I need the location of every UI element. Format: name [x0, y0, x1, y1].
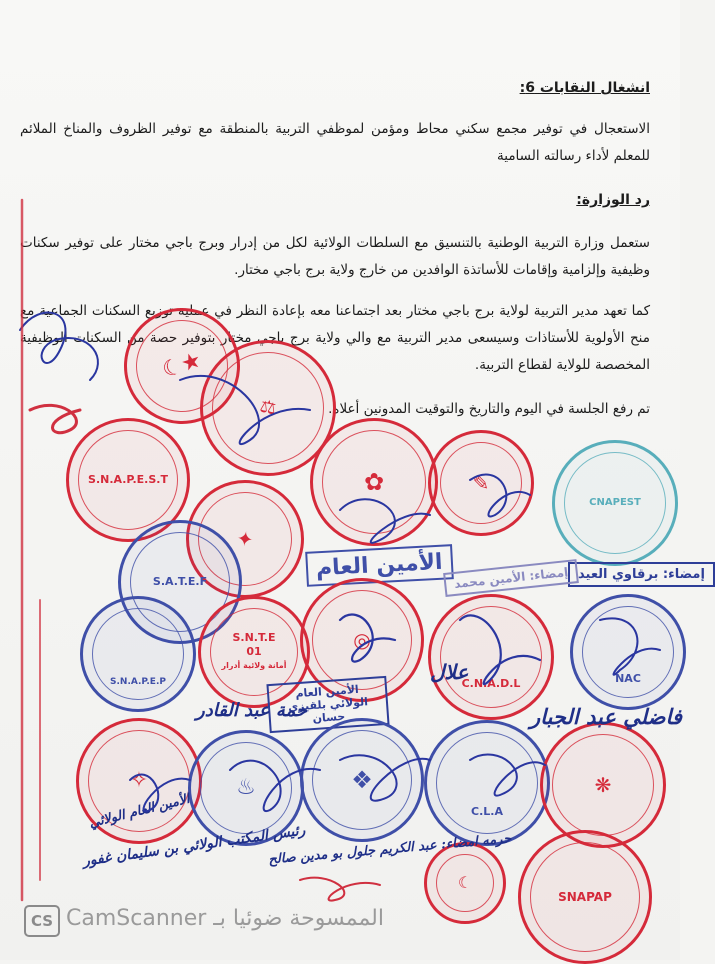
- camscanner-logo-icon: CS: [24, 905, 60, 937]
- stamp-snapap: [518, 830, 652, 964]
- camscanner-scanned-with: الممسوحة ضوئيا بـ: [213, 906, 385, 931]
- stamp-signature-mohamed: إمضاء: الأمين محمد: [443, 559, 579, 597]
- stamp-ministry-red: ☾★: [109, 293, 255, 439]
- camscanner-watermark: [66, 906, 384, 931]
- stamp-red-small: ☾: [424, 842, 506, 924]
- signature-allal: علال: [430, 660, 469, 684]
- section-heading-concerns: انشغال النقابات 6:: [519, 80, 650, 96]
- stamp-signature-barkawi: إمضاء: برقاوي العيد: [568, 562, 715, 587]
- stamp-snte-label: S.N.T.E: [232, 631, 276, 644]
- signature-fadeli: فاضلي عبد الجبار: [530, 704, 682, 729]
- stamp-nac-label: NAC: [615, 672, 641, 685]
- stamp-cnapest: [552, 440, 678, 566]
- stamp-secretary-general: الأمين العام: [305, 544, 453, 587]
- stamp-red-bottom-right: ❋: [540, 722, 666, 848]
- paragraph-director-commitment: كما تعهد مدير التربية لولاية برج باجي مختار بعد اجتماعنا معه بإعادة النظر في عملية توزيع السكنات الجماعية مع منح الأولوية للأستاذات وسيسعى مدير التربية مع والي ولاية برج باجي مختار بتوفير حصة من السكنات الوظيفية المخصصة للولاية لقطاع التربية.: [20, 303, 650, 373]
- stamp-national-union: ✿: [310, 418, 438, 546]
- stamp-blue-pattern: ❖: [300, 718, 424, 842]
- signature-office-president: رئيس المكتب الولائي بن سليمان غفور: [81, 822, 307, 870]
- paragraph-session-closed: تم رفع الجلسة في اليوم والتاريخ والتوقيت المدونين أعلاه.: [328, 401, 650, 417]
- stamp-snapep-label: S.N.A.P.E.P: [110, 677, 166, 687]
- stamp-cnadl: [428, 594, 554, 720]
- paragraph-ministry-reply: ستعمل وزارة التربية الوطنية بالتنسيق مع السلطات الولائية لكل من إدرار وبرج باجي مختار على توفير سكنات وظيفية وإلزامية وإقامات للأساتذة الوافدين من خارج ولاية برج باجي مختار.: [20, 235, 650, 278]
- stamp-blue-lamp: ♨: [188, 730, 304, 846]
- stamp-federation: ✎: [428, 430, 534, 536]
- stamp-wilaya-secretary: الأمين العام الولائي بلقيزي حسان: [266, 676, 389, 733]
- signature-bottom-middle: حرمه امضاء: عبد الكريم جلول بو مدين صالح: [267, 831, 512, 868]
- stamp-satef-label: S.A.T.E.F: [152, 575, 208, 588]
- stamp-snapep: [80, 596, 196, 712]
- stamp-snte-number: 01: [246, 645, 262, 658]
- signature-wilaya-secretary: الأمين العام الولائي: [87, 791, 192, 832]
- section-heading-ministry-reply: رد الوزارة:: [576, 192, 650, 208]
- paragraph-request: الاستعجال في توفير مجمع سكني محاط ومؤمن لموظفي التربية بالمنطقة مع توفير الظروف والمناخ الملائم للمعلم لأداء رسالته السامية: [20, 121, 650, 164]
- stamp-red-middle: ✦: [178, 472, 311, 605]
- stamp-nac: [570, 594, 686, 710]
- stamp-cnapest-label: CNAPEST: [589, 497, 641, 508]
- stamp-cla-label: C.L.A: [471, 805, 503, 818]
- stamp-snte-city: أمانة ولائية أدرار: [221, 661, 287, 670]
- stamp-snapest-label: S.N.A.P.E.S.T: [88, 473, 168, 486]
- stamp-red-bottom-left: ✧: [76, 718, 202, 844]
- stamp-cla: [424, 720, 550, 846]
- stamp-administrative-red: ⚖: [187, 327, 348, 488]
- stamp-red-center: ◎: [300, 578, 424, 702]
- stamp-snapap-label: SNAPAP: [558, 890, 612, 904]
- stamp-cnadl-label: C.N.A.D.L: [461, 677, 521, 690]
- signature-abdelkader: حمة عبد القادر: [196, 700, 308, 721]
- camscanner-app-name: CamScanner: [66, 906, 207, 931]
